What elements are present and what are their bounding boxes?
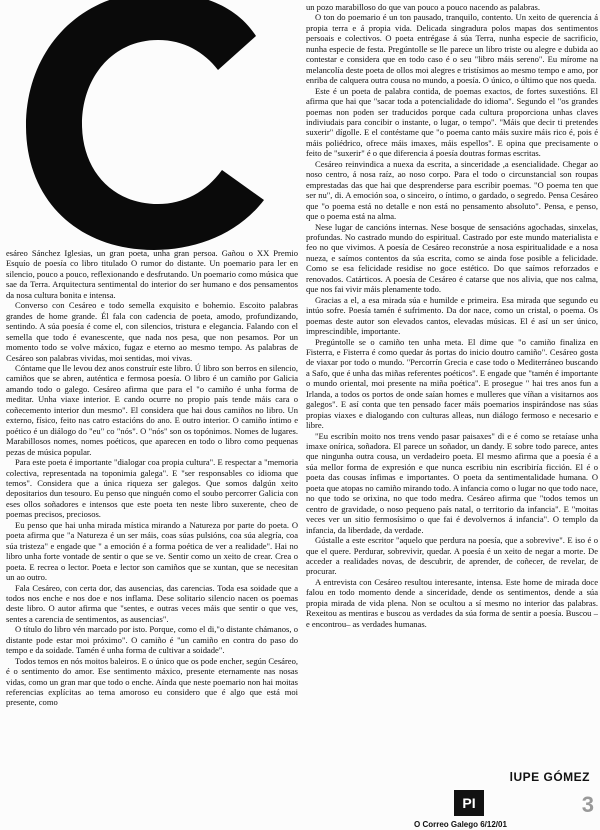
article-paragraph: "Eu escribín moito nos trens vendo pasar paisaxes" di e é como se retaíase unha imaxe onírica, soñadora. El parece un soñador, un dandy. E sobre todo parece, antes que ningunha outra cousa, un verdadeiro poeta. El mesmo afirma que a poesía é a súa mellor forma de expresión e que nunca escribiu nin escribiría ficción. El é o poeta das cousas ínfimas e importantes. O poeta da sentimentalidade humana. O poeta que atopas no camiño mirando todo. A infancia como o lugar no que todo nace, no que todo se orixina, no que todo medra. Cesáreo afirma que "todos temos un centro de gravidade, o noso pequeno país natal, o territorio da infancia". E "moitas veces ver un sitio fermosísimo o que fai é devolvernos á infancia". O templo da infancia, da liberdade, da verdade. [306,430,598,535]
article-paragraph: Fala Cesáreo, con certa dor, das ausencias, das carencias. Toda esa soidade que a todos nos enche e nos doe e nos inflama. Dese solitario silencio nacen os poemas deste libro. O autor afirma que "sentes, e outras veces máis que sentir o que ves, sentes a carencia de sentimentos, as ausencias". [6,582,298,624]
page-footer [306,770,598,830]
article-paragraph: Gústalle a este escritor "aquelo que perdura na poesía, que a sobrevive". E iso é o que el quere. Perdurar, sobrevivir, quedar. A poesía é un xeito de negar a morte. De acceder a realidades novas, de descubrir, de aprender, de coñecer, de revelar, de procurar. [306,535,598,577]
article-paragraph: A entrevista con Cesáreo resultou interesante, intensa. Este home de mirada doce falou en todo momento dende a sinceridade, dende os sentimentos, dende a súa propia mirada de vida plena. Non se ocultou a sí mesmo no interior das palabras. Rexeitou as mentiras e buscou as verdades da súa forma de sentir a poesía. Buscou –e encontrou– as verdades humanas. [306,576,598,629]
publication-source-date: O Correo Galego 6/12/01 [414,820,507,829]
article-paragraph: un pozo marabilloso do que van pouco a pouco nacendo as palabras. [306,2,541,12]
article-paragraph: Converso con Cesáreo e todo semella exquisito e bohemio. Escoito palabras grandes de home grande. Él fala con cadencia de poeta, amodo, profundizando, sentindo. A súa poesía é come el, con silencios, tristura e elegancia. Falando con el semella que todo é evanescente, que nada nos pesa, que non pesamos. Por un momento todo se volve máxico, fugaz e eterno ao mesmo tempo. As palabras de Cesáreo son palabras vividas, moi sentidas, moi vivas. [6,300,298,363]
left-column-text [6,0,298,708]
page-number: 3 [581,792,594,817]
article-left-column [6,0,298,830]
right-column-text [306,0,598,629]
article-paragraph: Para este poeta é importante "dialogar coa propia cultura". E respectar a "memoria colectiva, representada na toponimia galega". E "ser responsables co idioma que temos". Considera que a única riqueza ser galegos. Que somos dalgún xeito depositarios dun tesouro. Eu penso que ninguén como el soubo percorrer Galicia con eses ollos soñadores e intensos que este poeta ten neste libro suxerente, cheo de poemas precisos, preciosos. [6,457,298,520]
article-paragraph: Cesáreo reinvindica a nuexa da escrita, a sinceridade ,a esencialidade. Chegar ao noso centro, á nosa raíz, ao noso corpo. Para el todo o circunstancial son roupas emprestadas das que hai que desprenderse para escribir poemas. "O poema ten que ser nu", di. A emoción soa, o sinceiro, o íntimo, o gardado, o segredo. Pensa Cesáreo que "o poema está no detalle e non está no pensamento absoluto". Pensa, e penso, que o poema está na alma. [306,158,598,222]
article-paragraph: Cóntame que lle levou dez anos construír este libro. Ú libro son berros en silencio, camiños que se abren, auténtica e fermosa poesía. O libro é un camiño por Galicia amando todo o galego. Cesáreo afirma que para el "o camiño é unha forma de meditar. Unha viaxe interior. E cando ocurre no propio país tende máis cara o coñecemento interior dun mesmo". El considera que hai dous camiños no libro. Un externo, físico, feito nas catro estacións do ano. E outro interior. O camiño íntimo e poético é un diálogo do "eu" co "nós". O "nós" son os topónimos. Nomes de lugares. Marabillosos nomes, nomes poéticos, que aparecen en todo o libro como pequenas pezas de música popular. [6,362,298,457]
article-paragraph: Gracias a el, a esa mirada súa e humilde e primeira. Esa mirada que segundo eu intúo sofre. Poesía tamén é sufrimento. Da dor nace, como un cristal, o poema. Os poemas deste autor son elevados cantos, elevadas músicas. El é así un ser único, imprescindible, importante. [306,294,598,337]
article-paragraph: Todos temos en nós moitos baleiros. E o único que os pode encher, según Cesáreo, é o sentimento do amor. Ese sentimento máxico, presente eternamente nas nosas vidas, como un gran mar que todo o enche. Aínda que neste poemario non hai moitas referencias explícitas ao tema amoroso eu considero que é algo que está moi presente, como [6,655,298,708]
article-paragraph: O ton do poemario é un ton pausado, tranquilo, contento. Un xeito de querencia á propia terra e á propia vida. Delicada singradura polos mapas dos sentimentos persoais e colectivos. O poeta entrégase á súa Terra, nunha especie de sacrificio, nunha especie de festa. Pregúntolle se lle parece un libro triste ou alegre e dubida ao contestar e considera que en todo caso é o seu "libro máis sereno". Eu mírome na melancolía deste poeta de ollos moi alegres e tristísimos ao mesmo tempo e amo, por enriba de calquera outra cousa no mundo, a poesía. O único, o último que nos queda. [306,12,598,86]
article-paragraph: Eu penso que hai unha mirada mística mirando a Natureza por parte do poeta. O poeta afirma que "a Natureza é un ser máis, coas súas pulsións, coa súa alegría, coa súa tristeza" e engade que " a emoción é a forma poética de ver a realidade". Hai no libro unha forte vontade de sentir o que se ve. Sentir como un xeito de crear. Crea o poeta. E recrea o lector. Poeta e lector son camiños que se xuntan, que se necesitan un ao outro. [6,519,298,583]
article-paragraph: Este é un poeta de palabra contida, de poemas exactos, de fortes suxestións. El afirma que hai que "sacar toda a potencialidade do idioma". Segundo el "os grandes poemas non poden ser traducidos porque cada cultura proporciona unhas claves indiviudais para concibir o instante, o lugar, o tempo". "Máis que decir ti pretendes suxerir" dígolle. E el contéstame que "o poema canto máis suxire máis rico é, pois é máis poliédrico, ofrece máis imaxes, máis espellos". E opina que precisamente o feito de "suxerir" é o que diferencia á poesía doutras formas escritas. [306,85,598,159]
article-paragraph: Nese lugar de cancións internas. Nese bosque de sensacións agochadas, sinxelas, profundas. No castrado mundo do espiritual. Castrado por este mundo materialista e feo no que vivimos. A poesía de Cesáreo reconstrúe a nosa espiritualidade e a nosa nueza, e saímos contentos da súa escrita, como se ainda fose posible a felicidade. Como se esa felicidade residise no goce estético. Do que saímos reforzados e renovados. Catárticos. A poesía de Cesáreo é catarse que nos alivia, que nos calma, que nos fai vivir máis plenamente todo. [306,221,598,295]
article-paragraph: O título do libro vén marcado por isto. Porque, como el di,"o distante chámanos, o distante pode estar moi próximo". O camiño é "un camiño en contra do paso do tempo e da soidade. Tamén é unha forma de cultivar a soidade". [6,624,298,656]
publication-logo: PI [454,790,484,816]
author-signature: lUPE GÓMEZ [509,770,590,784]
article-paragraph: esáreo Sánchez Iglesias, un gran poeta, unha gran persoa. Gañou o XX Premio Esquío de poesía co libro titulado O rumor do distante. Un poemario para ler en silencio, pouco a pouco, reflexionando e desfrutando. Un poemario como música que sae da Terra. Arquitectura sentimental do interior do ser humano e dos pensamentos da nosa cultura bonita e intensa. [6,248,298,300]
article-paragraph: Pregúntolle se o camiño ten unha meta. El dime que "o camiño finaliza en Fisterra, e Fisterra é como quedar ás portas do inicio doutro camiño". Cesáreo gosta de viaxar por todo o mundo. "Percorrín Grecia e case todo o Mediterráneo buscando a Safo, que é unha das miñas referentes poéticos". E engade que "tamén é importante o mundo oriental, moi presente na miña poética". E prosegue " hai tres anos fun a Irlanda, a todos os portos de onde saían homes e mulleres que víñan a visitarnos aos galegos". E así conta que ten pensado facer máis poemarios inspirándose nas súas propias viaxes e dialogando con culturas alleas, nun diálogo fermoso e necesario e libre. [306,336,598,431]
article-right-column [306,0,598,830]
